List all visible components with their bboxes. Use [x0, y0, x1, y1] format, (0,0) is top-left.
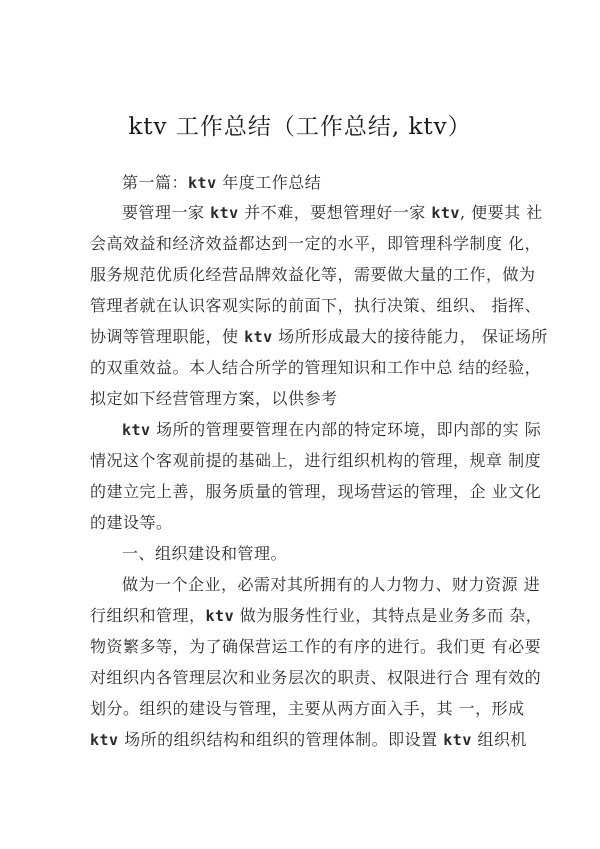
body-line: ktv 场所的组织结构和组织的管理体制。即设置 ktv 组织机 — [90, 730, 527, 749]
body-line: 的建设等。 — [90, 513, 173, 532]
body-line: 物资繁多等，为了确保营运工作的有序的进行。我们更 有必要 — [90, 637, 542, 656]
body-line: ktv 场所的管理要管理在内部的特定环境，即内部的实 际 — [122, 420, 542, 439]
body-line: 行组织和管理，ktv 做为服务性行业，其特点是业务多而 杂， — [90, 606, 543, 625]
body-line: 会高效益和经济效益都达到一定的水平，即管理科学制度 化， — [90, 234, 542, 253]
body-line: 情况这个客观前提的基础上，进行组织机构的管理，规章 制度 — [90, 451, 542, 470]
section-heading: 第一篇：ktv 年度工作总结 — [122, 173, 322, 192]
body-line: 管理者就在认识客观实际的前面下，执行决策、组织、 指挥、 — [90, 296, 542, 315]
body-line: 协调等管理职能，使 ktv 场所形成最大的接待能力， 保证场所 — [90, 327, 548, 346]
body-line: 做为一个企业，必需对其所拥有的人力物力、财力资源 进 — [122, 575, 541, 594]
body-line: 拟定如下经营管理方案，以供参考 — [90, 389, 338, 408]
body-line: 要管理一家 ktv 并不难，要想管理好一家 ktv, 便要其 社 — [122, 203, 543, 222]
body-line: 对组织内各管理层次和业务层次的职责、权限进行合 理有效的 — [90, 668, 542, 687]
document-title: ktv 工作总结（工作总结, ktv） — [128, 114, 472, 140]
body-line: 服务规范优质化经营品牌效益化等，需要做大量的工作，做为 — [90, 265, 536, 284]
body-line: 一、组织建设和管理。 — [122, 544, 288, 563]
body-line: 的建立完上善，服务质量的管理，现场营运的管理，企 业文化 — [90, 482, 542, 501]
body-line: 划分。组织的建设与管理，主要从两方面入手，其 一，形成 — [90, 699, 525, 718]
body-line: 的双重效益。本人结合所学的管理知识和工作中总 结的经验， — [90, 358, 542, 377]
